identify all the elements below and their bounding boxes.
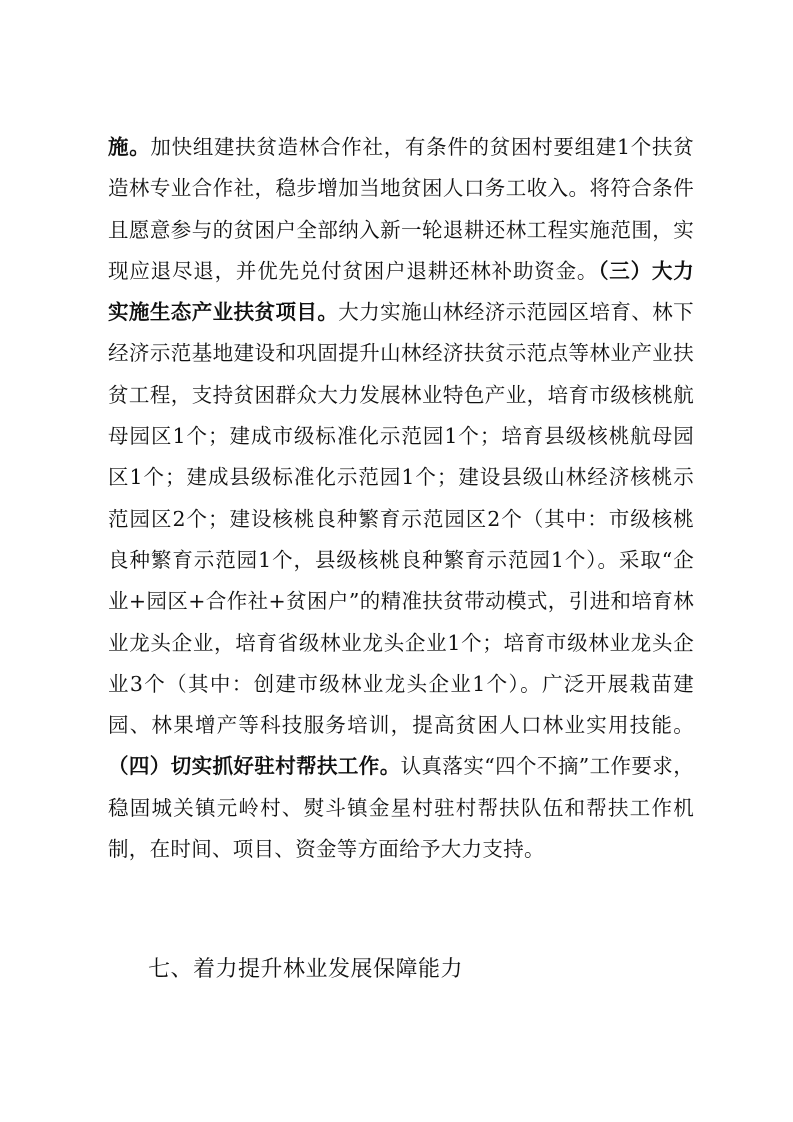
- paragraph-text: 认真落实“四个不摘”工作要求，稳固城关镇元岭村、熨斗镇金星村驻村帮扶队伍和帮扶工作机制，在时间、项目、资金等方面给予大力支持。: [108, 754, 694, 862]
- body-paragraph: [108, 127, 694, 870]
- paragraph-text: 大力实施山林经济示范园区培育、林下经济示范基地建设和巩固提升山林经济扶贫示范点等林业产业扶贫工程，支持贫困群众大力发展林业特色产业，培育市级核桃航母园区1个；建成市级标准化示范园1个；培育县级核桃航母园区1个；建成县级标准化示范园1个；建设县级山林经济核桃示范园区2个；建设核桃良种繁育示范园区2个（其中：市级核桃良种繁育示范园1个，县级核桃良种繁育示范园1个）。采取“企业+园区+合作社+贫困户”的精准扶贫带动模式，引进和培育林业龙头企业，培育省级林业龙头企业1个；培育市级林业龙头企业3个（其中：创建市级林业龙头企业1个）。广泛开展栽苗建园、林果增产等科技服务培训，提高贫困人口林业实用技能。: [108, 300, 694, 738]
- subsection-title-4: （四）切实抓好驻村帮扶工作。: [108, 754, 401, 779]
- subsection-title-3: （三）大力实施生态产业扶贫项目。: [108, 258, 695, 325]
- paragraph-text: 加快组建扶贫造林合作社，有条件的贫困村要组建1个扶贫造林专业合作社，稳步增加当地贫困人口务工收入。将符合条件且愿意参与的贫困户全部纳入新一轮退耕还林工程实施范围，实现应退尽退，并优先兑付贫困户退耕还林补助资金。: [108, 135, 694, 283]
- section-heading: 七、着力提升林业发展保障能力: [148, 957, 464, 982]
- bold-lead-text: 施。: [108, 135, 151, 159]
